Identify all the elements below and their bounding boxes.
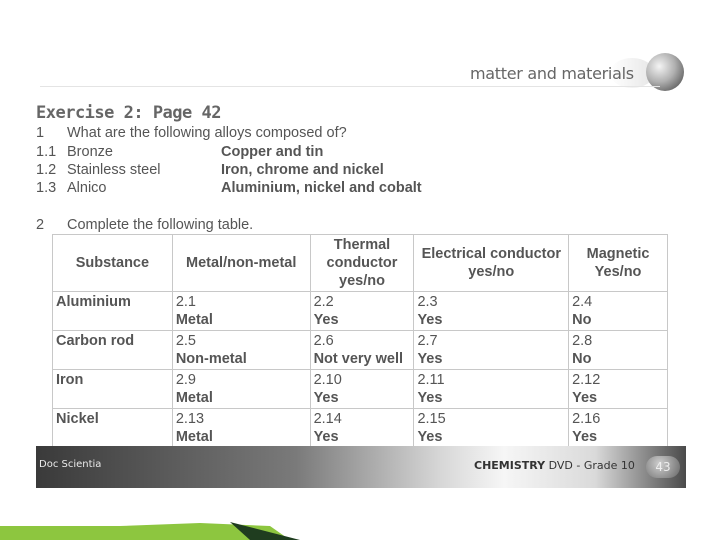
alloy-answer: Aluminium, nickel and cobalt [221,180,422,196]
column-header: Substance [53,235,173,292]
table-row [53,292,668,331]
page-number: 43 [646,456,680,478]
product-grade: DVD - Grade 10 [545,459,635,472]
cell-value: Metal [175,312,213,328]
table-cell [569,331,668,370]
column-header: Thermal conductor yes/no [310,235,414,292]
cell-value: Non-metal [175,351,247,367]
substance-cell: Nickel [53,409,173,448]
cell-number: 2.15 [417,411,446,427]
alloy-name: Bronze [67,144,113,160]
substance-cell: Iron [53,370,173,409]
alloy-name: Alnico [67,180,107,196]
table-cell [172,409,310,448]
cell-value: Yes [417,390,443,406]
item-number: 1.3 [36,180,57,196]
cell-number: 2.5 [175,333,196,349]
column-header: Electrical conductor yes/no [414,235,569,292]
cell-value: Not very well [313,351,404,367]
table-row [53,370,668,409]
table-cell [310,409,414,448]
cell-value: Yes [572,390,598,406]
cell-value: Yes [417,429,443,445]
cell-value: Metal [175,390,213,406]
cell-value: Yes [313,429,339,445]
question-number: 1 [36,125,45,141]
cell-number: 2.1 [175,294,196,310]
cell-number: 2.7 [417,333,438,349]
cell-number: 2.14 [313,411,342,427]
cell-value: Metal [175,429,213,445]
cell-number: 2.6 [313,333,334,349]
corner-decoration [0,522,300,540]
cell-value: Yes [417,351,443,367]
table-cell [414,331,569,370]
alloy-answer: Iron, chrome and nickel [221,162,384,178]
table-cell [172,292,310,331]
cell-number: 2.4 [572,294,593,310]
publisher-label: Doc Scientia [39,459,102,470]
table-cell [414,370,569,409]
cell-number: 2.10 [313,372,342,388]
table-cell [172,370,310,409]
cell-number: 2.3 [417,294,438,310]
properties-table [52,234,668,448]
cell-number: 2.9 [175,372,196,388]
cell-number: 2.8 [572,333,593,349]
section-label: matter and materials [470,64,634,83]
table-row [53,331,668,370]
cell-number: 2.11 [417,372,445,388]
exercise-title: Exercise 2: Page 42 [36,103,221,123]
question-text: What are the following alloys composed of? [67,125,347,141]
cell-value: Yes [417,312,443,328]
cell-number: 2.2 [313,294,334,310]
cell-number: 2.13 [175,411,205,427]
table-cell [569,370,668,409]
cell-value: Yes [313,390,339,406]
table-cell [172,331,310,370]
column-header: Magnetic Yes/no [569,235,668,292]
table-row [53,409,668,448]
cell-value: Yes [313,312,339,328]
cell-value: Yes [572,429,598,445]
question-text: Complete the following table. [67,217,254,233]
product-label [474,459,635,472]
item-number: 1.2 [36,162,57,178]
table-cell [569,292,668,331]
table-cell [414,292,569,331]
table-cell [414,409,569,448]
table-cell [310,331,414,370]
header-divider [40,86,660,87]
product-subject: CHEMISTRY [474,459,546,472]
alloy-name: Stainless steel [67,162,161,178]
table-cell [569,409,668,448]
alloy-answer: Copper and tin [221,144,324,160]
question-number: 2 [36,217,45,233]
cell-value: No [572,351,592,367]
table-header-row [53,235,668,292]
item-number: 1.1 [36,144,57,160]
table-cell [310,370,414,409]
cell-number: 2.12 [572,372,601,388]
substance-cell: Carbon rod [53,331,173,370]
substance-cell: Aluminium [53,292,173,331]
cell-number: 2.16 [572,411,601,427]
cell-value: No [572,312,592,328]
column-header: Metal/non-metal [172,235,310,292]
table-cell [310,292,414,331]
